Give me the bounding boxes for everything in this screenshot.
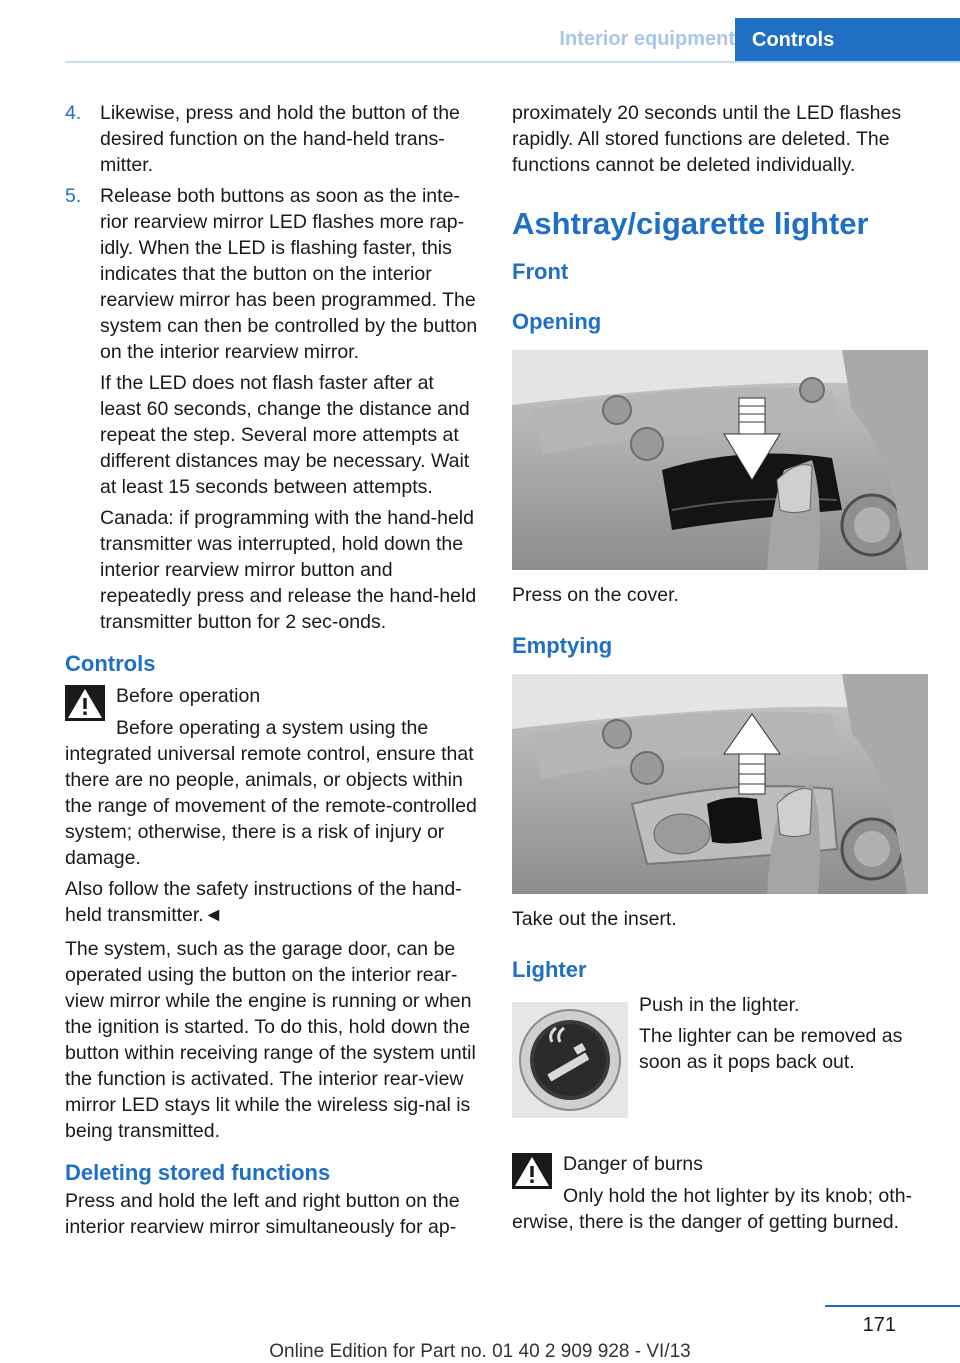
warning-text-2: Also follow the safety instructions of the hand-held transmitter.◄ bbox=[65, 878, 462, 926]
page-header bbox=[0, 0, 960, 62]
lighter-text-1: Push in the lighter. bbox=[639, 994, 800, 1016]
controls-heading: Controls bbox=[65, 651, 156, 676]
emptying-caption: Take out the insert. bbox=[512, 908, 677, 930]
warning-icon bbox=[65, 685, 105, 721]
header-section-title: Interior equipment bbox=[559, 28, 735, 50]
ashtray-emptying-photo bbox=[512, 674, 928, 894]
cigarette-lighter-icon bbox=[512, 1002, 628, 1118]
front-heading: Front bbox=[512, 259, 569, 284]
step-text: Release both buttons as soon as the inte-rior rearview mirror LED flashes more rap-idly. When the LED is flashing faster, this indicates that the button on the interior rearview mirror has been programmed. The system can then be controlled by the button on the interior rearview mirror. bbox=[100, 185, 478, 363]
opening-heading: Opening bbox=[512, 309, 602, 334]
list-item-step-5 bbox=[65, 183, 480, 365]
emptying-heading: Emptying bbox=[512, 633, 613, 658]
lighter-block bbox=[512, 992, 932, 1117]
page-number: 171 bbox=[862, 1314, 896, 1336]
burn-warning-title: Danger of burns bbox=[563, 1153, 703, 1175]
ashtray-opening-photo bbox=[512, 350, 928, 570]
step-number: 5. bbox=[65, 185, 82, 207]
burn-warning-block bbox=[512, 1151, 932, 1235]
header-chapter-tab: Controls bbox=[735, 18, 960, 62]
warning-title: Before operation bbox=[116, 685, 261, 707]
list-item-step-4 bbox=[65, 100, 480, 178]
step-5-paragraph-3: Canada: if programming with the hand-held transmitter was interrupted, hold down the interior rearview mirror button and repeatedly press and release the hand-held transmitter button for 2 sec-onds. bbox=[100, 507, 477, 633]
header-divider bbox=[65, 61, 960, 63]
step-text: Likewise, press and hold the button of the desired function on the hand-held trans-mitter. bbox=[100, 102, 460, 176]
warning-text: Before operating a system using the integrated universal remote control, ensure that there are no people, animals, or objects within the range of movement of the remote-controlled system; otherwise, there is a risk of injury or damage. bbox=[65, 717, 477, 869]
opening-caption: Press on the cover. bbox=[512, 584, 679, 606]
main-heading: Ashtray/cigarette lighter bbox=[512, 206, 869, 241]
step-5-paragraph-2: If the LED does not flash faster after at least 60 seconds, change the distance and repeat the step. Several more attempts at different distances may be necessary. Wait at least 15 seconds between attempts. bbox=[100, 372, 470, 498]
warning-icon bbox=[512, 1153, 552, 1189]
deleting-heading: Deleting stored functions bbox=[65, 1160, 331, 1185]
lighter-description bbox=[639, 992, 929, 1080]
continued-paragraph: proximately 20 seconds until the LED flashes rapidly. All stored functions are deleted. The functions cannot be deleted individually. bbox=[512, 102, 902, 176]
left-column bbox=[65, 100, 480, 1245]
burn-warning-text: Only hold the hot lighter by its knob; oth-erwise, there is the danger of getting burned. bbox=[512, 1185, 913, 1233]
edition-footer: Online Edition for Part no. 01 40 2 909 928 - VI/13 bbox=[269, 1341, 691, 1362]
step-number: 4. bbox=[65, 102, 82, 124]
right-column bbox=[512, 100, 932, 1240]
footer-divider bbox=[825, 1305, 960, 1307]
lighter-text-2: The lighter can be removed as soon as it pops back out. bbox=[639, 1025, 903, 1073]
controls-paragraph: The system, such as the garage door, can be operated using the button on the interior rear-view mirror while the engine is running or when the ignition is started. To do this, hold down the button within receiving range of the system until the function is activated. The interior rear-view mirror LED stays lit while the wireless sig-nal is being transmitted. bbox=[65, 938, 476, 1142]
deleting-paragraph: Press and hold the left and right button on the interior rearview mirror simultaneously for ap- bbox=[65, 1190, 460, 1238]
lighter-heading: Lighter bbox=[512, 957, 587, 982]
warning-block bbox=[65, 683, 480, 928]
